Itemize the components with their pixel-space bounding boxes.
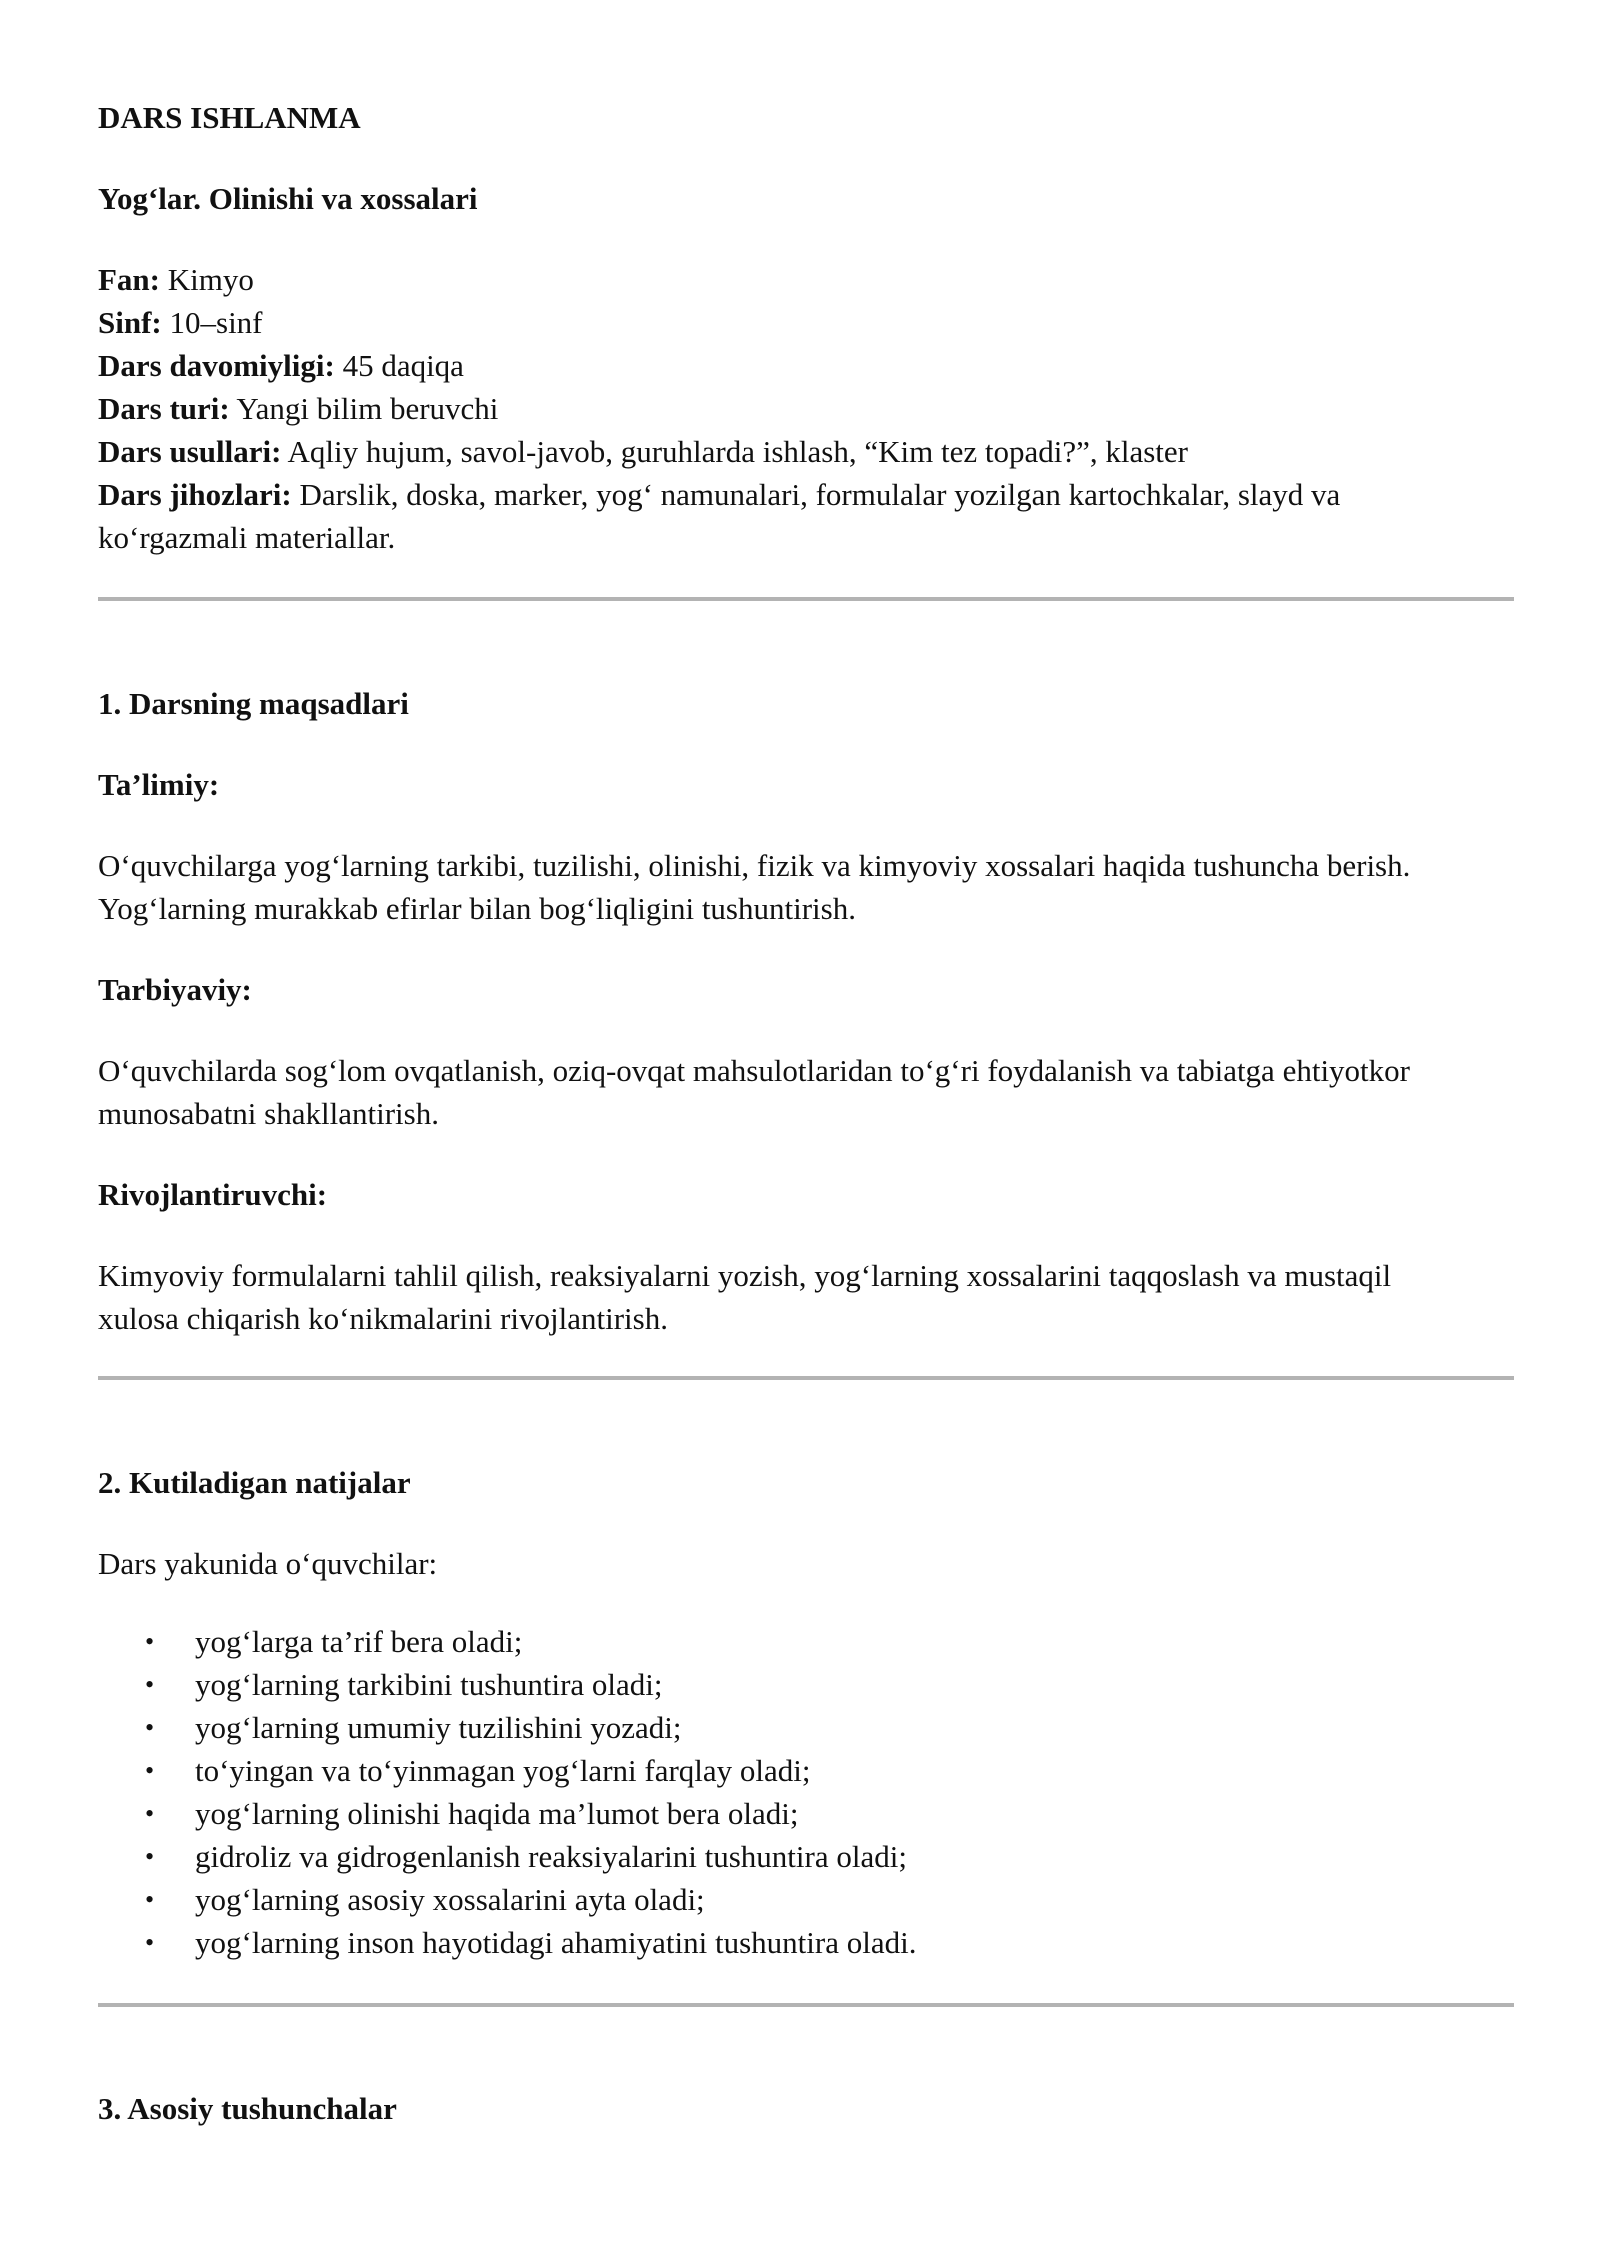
list-item-text: yog‘larning asosiy xossalarini ayta oladi; [195, 1882, 705, 1917]
paragraph-line: munosabatni shakllantirish. [98, 1096, 439, 1131]
section-heading-concepts: 3. Asosiy tushunchalar [98, 2091, 397, 2126]
bullet-icon: • [145, 1885, 155, 1914]
bullet-icon: • [145, 1799, 155, 1828]
bullet-icon: • [145, 1713, 155, 1742]
paragraph-line: Kimyoviy formulalarni tahlil qilish, reaksiyalarni yozish, yog‘larning xossalarini taqqoslash va mustaqil [98, 1258, 1392, 1293]
subheading-rivojlantiruvchi: Rivojlantiruvchi: [98, 1177, 328, 1212]
list-item [98, 1878, 916, 1921]
horizontal-divider [98, 1376, 1514, 1380]
paragraph-line: O‘quvchilarga yog‘larning tarkibi, tuzilishi, olinishi, fizik va kimyoviy xossalari haqida tushuncha berish. [98, 848, 1411, 883]
list-item-text: yog‘larning umumiy tuzilishini yozadi; [195, 1710, 682, 1745]
meta-label: Dars usullari: [98, 434, 282, 469]
section-heading-results: 2. Kutiladigan natijalar [98, 1465, 411, 1500]
bullet-icon: • [145, 1756, 155, 1785]
subheading-tarbiyaviy: Tarbiyaviy: [98, 972, 252, 1007]
meta-label: Dars turi: [98, 391, 230, 426]
meta-label: Dars jihozlari: [98, 477, 292, 512]
list-item-text: gidroliz va gidrogenlanish reaksiyalarini tushuntira oladi; [195, 1839, 907, 1874]
meta-label: Sinf: [98, 305, 162, 340]
meta-equipment [98, 473, 1518, 516]
document-title: DARS ISHLANMA [98, 100, 361, 135]
bullet-icon: • [145, 1670, 155, 1699]
meta-equipment-continued [98, 516, 1518, 559]
meta-duration [98, 344, 1518, 387]
list-item-text: yog‘larning tarkibini tushuntira oladi; [195, 1667, 663, 1702]
list-item [98, 1620, 916, 1663]
list-item [98, 1835, 916, 1878]
lesson-title: Yog‘lar. Olinishi va xossalari [98, 181, 478, 216]
paragraph-line: xulosa chiqarish ko‘nikmalarini rivojlantirish. [98, 1301, 668, 1336]
meta-value: 10–sinf [161, 305, 263, 340]
list-item [98, 1663, 916, 1706]
meta-subject [98, 258, 1518, 301]
section-heading-goals: 1. Darsning maqsadlari [98, 686, 409, 721]
lesson-metadata [98, 258, 1518, 559]
horizontal-divider [98, 597, 1514, 601]
bullet-icon: • [145, 1928, 155, 1957]
meta-value: Darslik, doska, marker, yog‘ namunalari, formulalar yozilgan kartochkalar, slayd va [291, 477, 1341, 512]
meta-value: 45 daqiqa [334, 348, 464, 383]
paragraph-line: Yog‘larning murakkab efirlar bilan bog‘liqligini tushuntirish. [98, 891, 856, 926]
meta-label: Dars davomiyligi: [98, 348, 335, 383]
meta-value: Aqliy hujum, savol-javob, guruhlarda ishlash, “Kim tez topadi?”, klaster [281, 434, 1188, 469]
meta-value: ko‘rgazmali materiallar. [98, 520, 396, 555]
list-item-text: yog‘larning olinishi haqida ma’lumot bera oladi; [195, 1796, 799, 1831]
meta-grade [98, 301, 1518, 344]
list-item-text: to‘yingan va to‘yinmagan yog‘larni farqlay oladi; [195, 1753, 811, 1788]
horizontal-divider [98, 2003, 1514, 2007]
list-item-text: yog‘larga ta’rif bera oladi; [195, 1624, 523, 1659]
list-item [98, 1921, 916, 1964]
paragraph-line: O‘quvchilarda sog‘lom ovqatlanish, oziq-ovqat mahsulotlaridan to‘g‘ri foydalanish va tabiatga ehtiyotkor [98, 1053, 1410, 1088]
results-intro: Dars yakunida o‘quvchilar: [98, 1546, 438, 1581]
list-item [98, 1706, 916, 1749]
meta-value: Kimyo [160, 262, 254, 297]
list-item [98, 1749, 916, 1792]
meta-label: Fan: [98, 262, 160, 297]
results-list [98, 1620, 916, 1964]
meta-lesson-type [98, 387, 1518, 430]
meta-methods [98, 430, 1518, 473]
subheading-talimiy: Ta’limiy: [98, 767, 220, 802]
list-item [98, 1792, 916, 1835]
meta-value: Yangi bilim beruvchi [229, 391, 499, 426]
bullet-icon: • [145, 1842, 155, 1871]
bullet-icon: • [145, 1627, 155, 1656]
list-item-text: yog‘larning inson hayotidagi ahamiyatini tushuntira oladi. [195, 1925, 917, 1960]
